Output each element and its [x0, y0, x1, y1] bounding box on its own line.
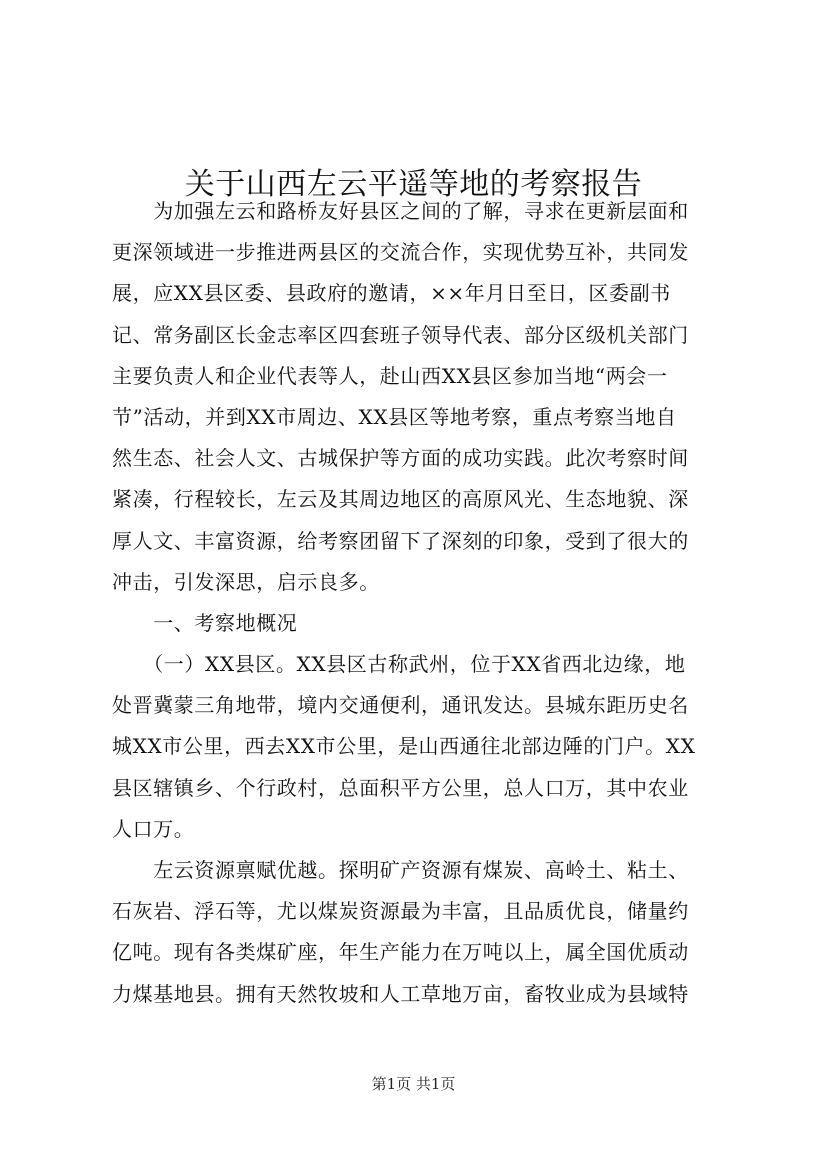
body-line: 记、常务副区长金志率区四套班子领导代表、部分区级机关部门: [112, 322, 689, 347]
body-line: 力煤基地县。拥有天然牧坡和人工草地万亩，畜牧业成为县域特: [112, 981, 689, 1006]
document-body: [112, 191, 732, 1015]
body-line: 更深领域进一步推进两县区的交流合作，实现优势互补，共同发: [112, 240, 689, 265]
body-line: 人口万。: [112, 816, 195, 841]
body-line: 左云资源禀赋优越。探明矿产资源有煤炭、高岭土、粘土、: [112, 858, 689, 882]
body-line: 冲击，引发深思，启示良多。: [112, 569, 380, 594]
document-title: 关于山西左云平遥等地的考察报告: [184, 167, 643, 203]
body-line: 一、考察地概况: [112, 610, 298, 635]
body-line: 城XX市公里，西去XX市公里，是山西通往北部边陲的门户。XX: [112, 734, 696, 759]
body-line: 紧凑，行程较长，左云及其周边地区的高原风光、生态地貌、深: [112, 487, 689, 512]
body-line: 节”活动，并到XX市周边、XX县区等地考察，重点考察当地自: [112, 404, 677, 429]
body-line: 然生态、社会人文、古城保护等方面的成功实践。此次考察时间: [112, 446, 689, 471]
body-line: 展，应XX县区委、县政府的邀请，××年月日至日，区委副书: [112, 281, 671, 306]
body-line: 石灰岩、浮石等，尤以煤炭资源最为丰富，且品质优良，储量约: [112, 899, 689, 924]
body-line: 厚人文、丰富资源，给考察团留下了深刻的印象，受到了很大的: [112, 528, 689, 553]
body-line: 县区辖镇乡、个行政村，总面积平方公里，总人口万，其中农业: [112, 775, 689, 800]
page-footer: 第1页 共1页: [371, 1075, 456, 1093]
body-line: 主要负责人和企业代表等人，赴山西XX县区参加当地“两会一: [112, 363, 668, 388]
body-line: （一）XX县区。XX县区古称武州，位于XX省西北边缘，地: [112, 652, 686, 677]
body-line: 为加强左云和路桥友好县区之间的了解，寻求在更新层面和: [112, 199, 689, 223]
body-line: 亿吨。现有各类煤矿座，年生产能力在万吨以上，属全国优质动: [112, 940, 689, 965]
body-line: 处晋冀蒙三角地带，境内交通便利，通讯发达。县城东距历史名: [112, 693, 689, 718]
